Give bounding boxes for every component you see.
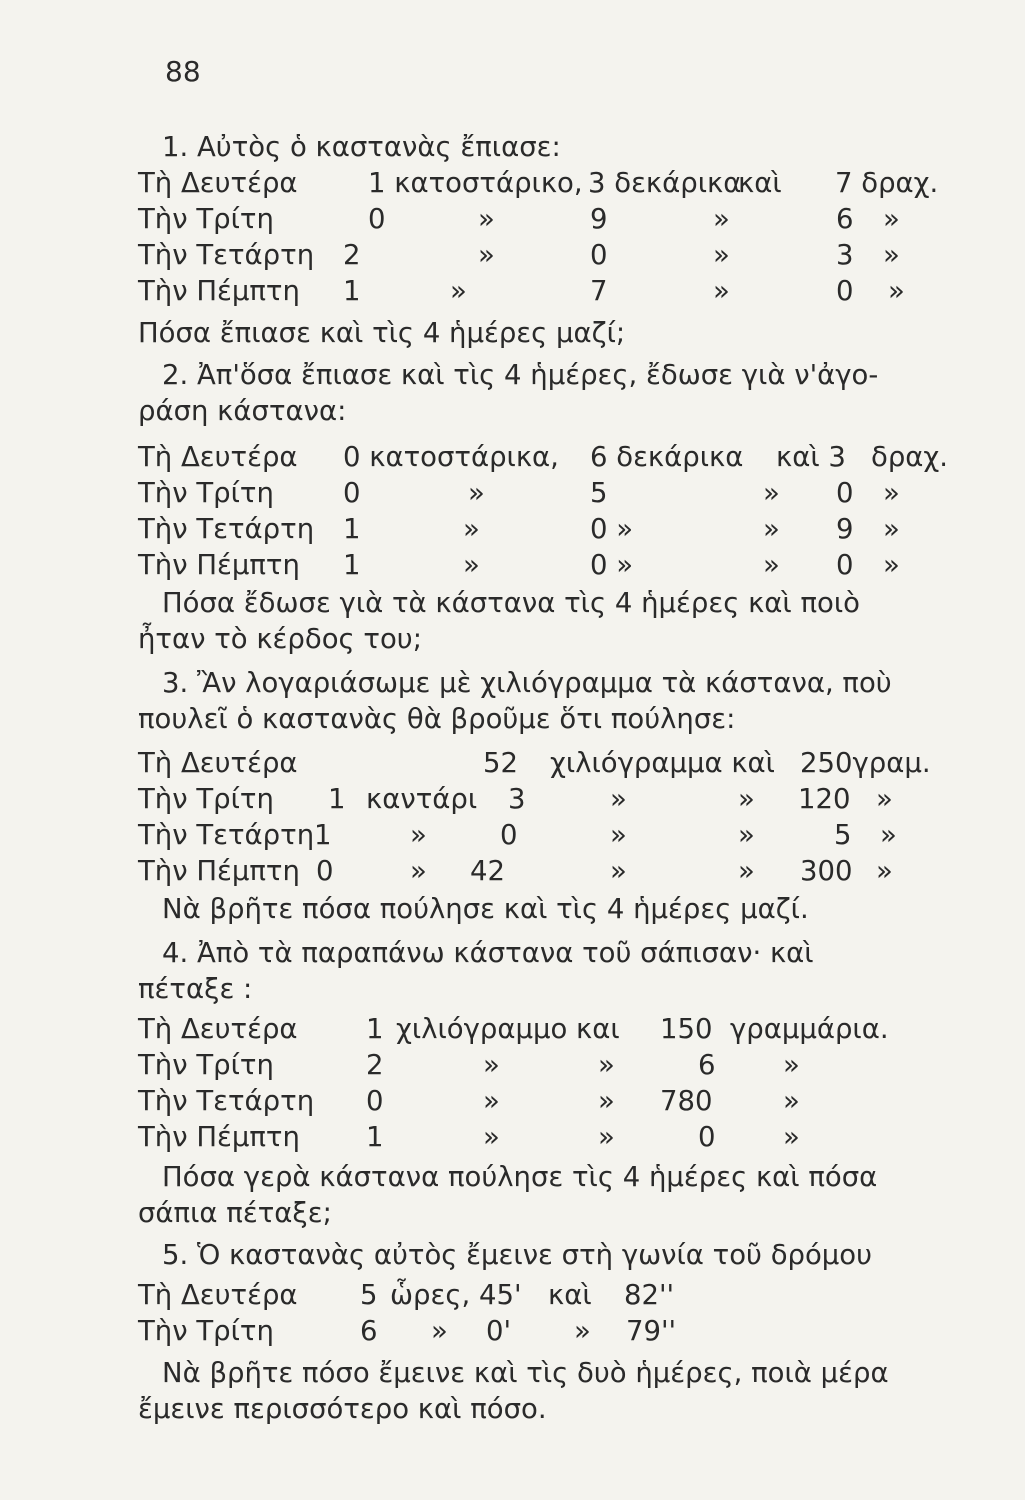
ditto-mark: » [783, 1121, 800, 1153]
ditto-mark: » [410, 819, 427, 851]
ditto-mark: » [483, 1085, 500, 1117]
kantari-cell: 0 [316, 855, 334, 887]
problem-2-row-wednesday [138, 510, 958, 548]
problem-2-question-line-2: ἦταν τὸ κέρδος του; [138, 623, 422, 655]
day-label: Τὴν Τετάρτη [138, 239, 315, 271]
problem-1-question: Πόσα ἔπιασε καὶ τὶς 4 ἡμέρες μαζί; [138, 317, 626, 349]
tens-cell: 7 [590, 275, 608, 307]
grams-cell: 120 [798, 783, 851, 815]
day-label: Τὴν Τρίτη [138, 477, 274, 509]
day-label: Τὴν Τρίτη [138, 783, 274, 815]
hours-cell: 5 [360, 1279, 378, 1311]
unit-word: δραχ. [871, 441, 949, 473]
ditto-mark: » [598, 1049, 615, 1081]
ditto-mark: » [483, 1121, 500, 1153]
grams-cell: 0 [698, 1121, 716, 1153]
ditto-mark: » [783, 1085, 800, 1117]
ditto-mark: » [450, 275, 467, 307]
tens-cell: 3 δεκάρικα [588, 167, 742, 199]
day-label: Τὴ Δευτέρα [138, 747, 298, 779]
ditto-mark: » [598, 1085, 615, 1117]
ditto-mark: » [431, 1315, 448, 1347]
problem-4-row-thursday [138, 1118, 958, 1156]
problem-2-intro-line-2: ράση κάστανα: [138, 395, 347, 427]
kilo-cell: 2 [366, 1049, 384, 1081]
tens-cell: 0 » [590, 549, 634, 581]
day-label: Τὴ Δευτέρα [138, 1013, 298, 1045]
problem-1-intro: 1. Αὐτὸς ὁ καστανὰς ἔπιασε: [162, 131, 561, 163]
grams-word: γραμμάρια. [730, 1013, 889, 1045]
hundreds-cell: 0 [368, 203, 386, 235]
day-label: Τὴ Δευτέρα [138, 441, 298, 473]
hundreds-cell: 1 [343, 275, 361, 307]
tens-cell: 0 [590, 239, 608, 271]
ditto-mark: » [713, 203, 730, 235]
problem-5-row-tuesday [138, 1312, 958, 1350]
ditto-mark: » [883, 513, 900, 545]
units-cell: 6 [836, 203, 854, 235]
ditto-mark: » [598, 1121, 615, 1153]
units-cell: 3 [836, 239, 854, 271]
ditto-mark: » [478, 203, 495, 235]
ditto-mark: » [783, 1049, 800, 1081]
kilo-cell: 1 [366, 1013, 384, 1045]
kilo-word: χιλιόγραμμο και [396, 1013, 620, 1045]
ditto-mark: » [574, 1315, 591, 1347]
hundreds-cell: 2 [343, 239, 361, 271]
grams-cell: 250γραμ. [800, 747, 931, 779]
ditto-mark: » [713, 239, 730, 271]
kilo-cell: 0 [366, 1085, 384, 1117]
day-label: Τὴ Δευτέρα [138, 167, 298, 199]
day-label: Τὴν Πέμπτη [138, 549, 300, 581]
ditto-mark: » [883, 477, 900, 509]
ditto-mark: » [888, 275, 905, 307]
day-label: Τὴν Πέμπτη [138, 855, 300, 887]
problem-1-row-thursday [138, 272, 958, 310]
tens-cell: 5 [590, 477, 608, 509]
ditto-mark: » [610, 819, 627, 851]
ditto-mark: » [876, 783, 893, 815]
problem-4-intro-line-1: 4. Ἀπὸ τὰ παραπάνω κάστανα τοῦ σάπισαν· καὶ [162, 937, 814, 969]
problem-3-intro-line-2: πουλεῖ ὁ καστανὰς θὰ βροῦμε ὅτι πούλησε: [138, 703, 736, 735]
problem-2-intro-line-1: 2. Ἀπ'ὅσα ἔπιασε καὶ τὶς 4 ἡμέρες, ἔδωσε γιὰ ν'ἀγο- [162, 359, 879, 391]
grams-cell: 150 [660, 1013, 713, 1045]
units-cell: 0 [836, 549, 854, 581]
ditto-mark: » [763, 549, 780, 581]
problem-1-row-tuesday [138, 200, 958, 238]
and-word: καὶ [738, 167, 782, 199]
tens-cell: 9 [590, 203, 608, 235]
problem-1-row-wednesday [138, 236, 958, 274]
ditto-mark: » [738, 819, 755, 851]
hundreds-cell: 0 [343, 477, 361, 509]
ditto-mark: » [763, 513, 780, 545]
day-label: Τὴν Τρίτη [138, 203, 274, 235]
problem-4-question-line-2: σάπια πέταξε; [138, 1197, 332, 1229]
ditto-mark: » [876, 855, 893, 887]
ditto-mark: » [483, 1049, 500, 1081]
problem-1-row-monday [138, 164, 958, 202]
problem-2-question-line-1: Πόσα ἔδωσε γιὰ τὰ κάστανα τὶς 4 ἡμέρες καὶ ποιὸ [162, 587, 860, 619]
ditto-mark: » [883, 239, 900, 271]
units-cell: 0 [836, 477, 854, 509]
problem-3-row-tuesday [138, 780, 958, 818]
problem-4-row-tuesday [138, 1046, 958, 1084]
and-units-cell: καὶ 3 [776, 441, 846, 473]
hundreds-cell: 1 κατοστάρικο, [368, 167, 583, 199]
ditto-mark: » [410, 855, 427, 887]
ditto-mark: » [883, 549, 900, 581]
and-word: καὶ [548, 1279, 592, 1311]
problem-5-question-line-1: Νὰ βρῆτε πόσο ἔμεινε καὶ τὶς δυὸ ἡμέρες, ποιὰ μέρα [162, 1357, 889, 1389]
kilo-cell: 1 [366, 1121, 384, 1153]
ditto-mark: » [738, 783, 755, 815]
day-label: Τὴν Τετάρτη [138, 513, 315, 545]
units-cell: 9 [836, 513, 854, 545]
seconds-cell: 82'' [624, 1279, 675, 1311]
kilo-cell: 52 [483, 747, 518, 779]
grams-cell: 780 [660, 1085, 713, 1117]
hours-cell: 6 [360, 1315, 378, 1347]
kilo-cell: 3 [508, 783, 526, 815]
ditto-mark: » [463, 549, 480, 581]
problem-3-row-monday [138, 744, 958, 782]
hundreds-cell: 1 [343, 513, 361, 545]
day-label: Τὴν Τετάρτη [138, 1085, 315, 1117]
day-label: Τὴν Πέμπτη [138, 275, 300, 307]
hours-word: ὧρες, 45' [390, 1279, 522, 1311]
ditto-mark: » [713, 275, 730, 307]
kantari-cell: 1 [328, 783, 346, 815]
kantari-cell: 1 [314, 819, 332, 851]
ditto-mark: » [478, 239, 495, 271]
problem-3-row-wednesday [138, 816, 958, 854]
problem-4-row-monday [138, 1010, 958, 1048]
page-number: 88 [165, 55, 201, 88]
day-label: Τὴν Πέμπτη [138, 1121, 300, 1153]
ditto-mark: » [463, 513, 480, 545]
problem-3-row-thursday [138, 852, 958, 890]
day-label: Τὴ Δευτέρα [138, 1279, 298, 1311]
problem-3-question: Νὰ βρῆτε πόσα πούλησε καὶ τὶς 4 ἡμέρες μαζί. [162, 893, 809, 925]
kilo-cell: 42 [470, 855, 505, 887]
problem-2-row-monday [138, 438, 958, 476]
problem-3-intro-line-1: 3. Ἂν λογαριάσωμε μὲ χιλιόγραμμα τὰ κάστανα, ποὺ [162, 667, 892, 699]
day-label: Τὴν Τρίτη [138, 1049, 274, 1081]
seconds-cell: 79'' [626, 1315, 677, 1347]
kantari-word: καντάρι [366, 783, 478, 815]
ditto-mark: » [610, 855, 627, 887]
ditto-mark: » [883, 203, 900, 235]
hundreds-cell: 0 κατοστάρικα, [343, 441, 559, 473]
units-cell: 0 [836, 275, 854, 307]
ditto-mark: » [738, 855, 755, 887]
kilo-word: χιλιόγραμμα καὶ [550, 747, 775, 779]
day-label: Τὴν Τετάρτη [138, 819, 315, 851]
ditto-mark: » [763, 477, 780, 509]
minutes-cell: 0' [486, 1315, 512, 1347]
problem-2-row-tuesday [138, 474, 958, 512]
problem-2-row-thursday [138, 546, 958, 584]
grams-cell: 300 [800, 855, 853, 887]
kilo-cell: 0 [500, 819, 518, 851]
hundreds-cell: 1 [343, 549, 361, 581]
problem-4-intro-line-2: πέταξε : [138, 973, 253, 1005]
tens-cell: 0 » [590, 513, 634, 545]
ditto-mark: » [610, 783, 627, 815]
problem-5-intro: 5. Ὁ καστανὰς αὐτὸς ἔμεινε στὴ γωνία τοῦ δρόμου [162, 1239, 873, 1271]
problem-5-question-line-2: ἔμεινε περισσότερο καὶ πόσο. [138, 1393, 547, 1425]
problem-5-row-monday [138, 1276, 958, 1314]
day-label: Τὴν Τρίτη [138, 1315, 274, 1347]
problem-4-question-line-1: Πόσα γερὰ κάστανα πούλησε τὶς 4 ἡμέρες καὶ πόσα [162, 1161, 878, 1193]
tens-cell: 6 δεκάρικα [590, 441, 744, 473]
grams-cell: 5 [834, 819, 852, 851]
problem-4-row-wednesday [138, 1082, 958, 1120]
ditto-mark: » [880, 819, 897, 851]
units-cell: 7 δραχ. [835, 167, 939, 199]
grams-cell: 6 [698, 1049, 716, 1081]
ditto-mark: » [468, 477, 485, 509]
